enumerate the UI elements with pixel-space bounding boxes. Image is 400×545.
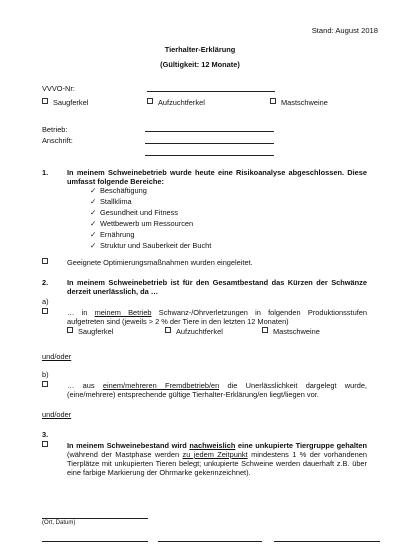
checkbox[interactable] — [67, 327, 73, 333]
checklist-item: ✓ Struktur und Sauberkeit der Bucht — [90, 240, 212, 250]
check-icon: ✓ — [90, 218, 97, 228]
und-oder-1: und/oder — [42, 352, 72, 361]
section2a-option-mastschweine[interactable]: Mastschweine — [262, 327, 320, 336]
check-icon: ✓ — [90, 186, 97, 195]
betrieb-input-line[interactable] — [145, 131, 274, 132]
section2-text: In meinem Schweinebetrieb ist für den Gesamtbestand das Kürzen der Schwänze derzeit unerlässlich, da … — [67, 278, 367, 297]
section1-number: 1. — [42, 168, 49, 177]
signature-line-1[interactable] — [42, 541, 148, 542]
checkbox[interactable] — [165, 327, 171, 333]
option-saugferkel[interactable]: Saugferkel — [42, 98, 88, 107]
section2a-option-saugferkel[interactable]: Saugferkel — [67, 327, 113, 336]
checkbox[interactable] — [270, 98, 276, 104]
section1-text: In meinem Schweinebetrieb wurde heute eine Risikoanalyse abgeschlossen. Diese umfasst folgende Bereiche: — [67, 168, 367, 187]
section2b-label: b) — [42, 370, 49, 379]
check-icon: ✓ — [90, 196, 97, 206]
checkbox[interactable] — [262, 327, 268, 333]
checklist-item: ✓ Beschäftigung — [90, 186, 147, 195]
checkbox[interactable] — [42, 441, 48, 447]
checkbox[interactable] — [42, 381, 48, 387]
measures-text: Geeignete Optimierungsmaßnahmen wurden eingeleitet. — [67, 258, 253, 267]
signature-line-2[interactable] — [158, 541, 262, 542]
checklist-item: ✓ Gesundheit und Fitness — [90, 207, 179, 217]
measures-option[interactable] — [42, 258, 53, 267]
checklist-item: ✓ Stallklima — [90, 196, 132, 206]
check-icon: ✓ — [90, 207, 97, 217]
check-icon: ✓ — [90, 240, 97, 250]
stand-date: Stand: August 2018 — [311, 26, 378, 35]
anschrift-label: Anschrift: — [42, 136, 73, 145]
checklist-item: ✓ Ernährung — [90, 229, 135, 239]
section2-number: 2. — [42, 278, 49, 287]
section3-number: 3. — [42, 430, 49, 439]
document-title: Tierhalter-Erklärung — [164, 45, 236, 54]
section2a-text: … in meinem Betrieb Schwanz-/Ohrverletzungen in folgenden Produktionsstufen aufgetreten sind (jeweils > 2 % der Tiere in den letzten 12 Monaten) — [67, 308, 367, 327]
section2b-option[interactable] — [42, 381, 53, 390]
ort-datum-line[interactable] — [42, 518, 148, 519]
section1-checklist — [90, 186, 211, 251]
vvvo-input-line[interactable] — [147, 91, 275, 92]
und-oder-2: und/oder — [42, 410, 72, 419]
section3-option[interactable] — [42, 441, 53, 450]
checkbox[interactable] — [147, 98, 153, 104]
section2a-option-aufzuchtferkel[interactable]: Aufzuchtferkel — [165, 327, 223, 336]
checkbox[interactable] — [42, 258, 48, 264]
section3-text: In meinem Schweinebestand wird nachweislich eine unkupierte Tiergruppe gehalten (während der Mastphase werden zu jedem Zeitpunkt mindestens 1 % der vorhandenen Tierplätze mit unkupierten Tieren belegt; unkupierte Schweine werden dauerhaft z.B. über eine farbige Markierung der Ohrmarke gekennzeichnet). — [67, 441, 367, 478]
checkbox[interactable] — [42, 308, 48, 314]
anschrift-input-line-1[interactable] — [145, 143, 274, 144]
option-mastschweine[interactable]: Mastschweine — [270, 98, 328, 107]
betrieb-label: Betrieb: — [42, 125, 68, 134]
check-icon: ✓ — [90, 229, 97, 239]
checkbox[interactable] — [42, 98, 48, 104]
vvvo-label: VVVO-Nr: — [42, 84, 75, 93]
signature-line-3[interactable] — [274, 541, 380, 542]
checklist-item: ✓ Wettbewerb um Ressourcen — [90, 218, 194, 228]
option-aufzuchtferkel[interactable]: Aufzuchtferkel — [147, 98, 205, 107]
ort-datum-label: (Ort, Datum) — [42, 520, 76, 526]
section2b-text: … aus einem/mehreren Fremdbetrieb/en die Unerlässlichkeit dargelegt wurde, (eine/mehrere) entsprechende gültige Tierhalter-Erklärung/en liegt/liegen vor. — [67, 381, 367, 400]
document-subtitle: (Gültigkeit: 12 Monate) — [160, 60, 240, 69]
section2a-label: a) — [42, 297, 49, 306]
section2a-option[interactable] — [42, 308, 53, 317]
anschrift-input-line-2[interactable] — [145, 155, 274, 156]
